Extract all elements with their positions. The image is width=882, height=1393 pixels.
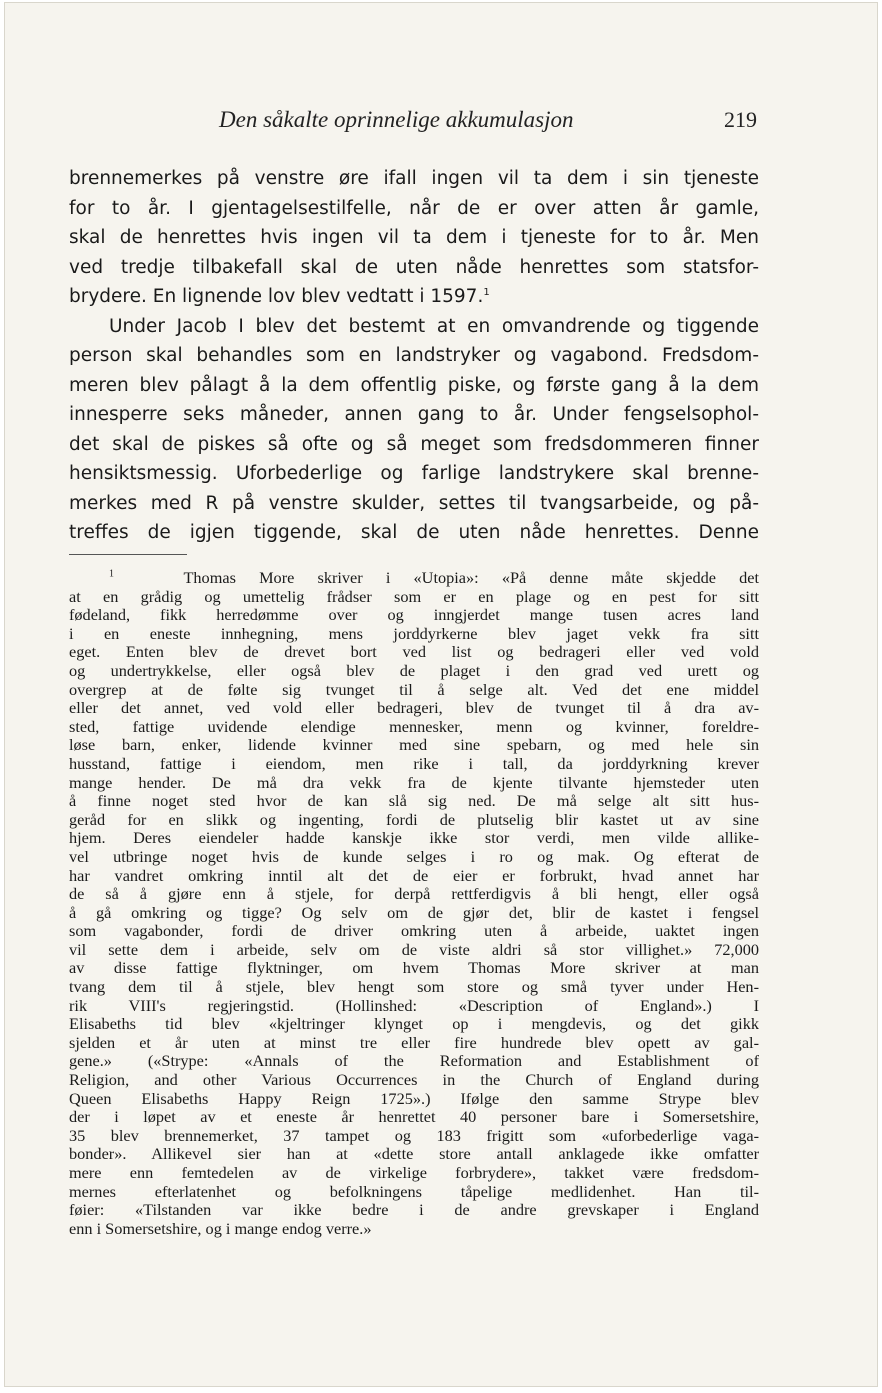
footnote-line: eller det annet, ved vold eller bedrageri, blev de tvunget til å dra av-	[69, 699, 759, 718]
footnote-separator	[69, 554, 187, 555]
footnote-line: og undertrykkelse, eller også blev de plaget i den grad ved urett og	[69, 661, 759, 680]
running-head	[69, 107, 757, 137]
footnote-line: vel utbringe noget hvis de kunde selges i ro og mak. Og efterat de	[69, 847, 759, 866]
footnote-line: sjelden et år uten at minst tre eller fire hundrede blev opett av gal-	[69, 1033, 759, 1052]
footnote-line: rik VIII's regjeringstid. (Hollinshed: «Description of England».) I	[69, 996, 759, 1015]
page-number: 219	[724, 107, 757, 132]
body-line: brennemerkes på venstre øre ifall ingen vil ta dem i sin tjeneste	[69, 168, 759, 189]
running-title: Den såkalte oprinnelige akkumulasjon	[219, 107, 574, 132]
footnote-line: vil sette dem i arbeide, selv om de viste aldri så stor villighet.» 72,000	[69, 940, 759, 959]
footnote-line: mere enn femtedelen av de virkelige forbrydere», takket være fredsdom-	[69, 1164, 759, 1182]
footnote-line: i en eneste innhegning, mens jorddyrkerne blev jaget vekk fra sitt	[69, 624, 759, 643]
footnote-line: tvang dem til å stjele, blev hengt som store og små tyver under Hen-	[69, 978, 759, 997]
footnote-line: at en grådig og umettelig frådser som er en plage og en pest for sitt	[69, 587, 759, 606]
footnote-line: av disse fattige flyktninger, om hvem Thomas More skriver at man	[69, 959, 759, 978]
footnote-line: 35 blev brennemerket, 37 tampet og 183 frigitt som «uforbederlige vaga-	[69, 1126, 759, 1145]
footnote-line: eget. Enten blev de drevet bort ved list og bedrageri eller ved vold	[69, 643, 759, 662]
footnote-line: bonder». Allikevel sier han at «dette store antall anklagede ikke omfatter	[69, 1145, 759, 1164]
footnote-line: å finne noget sted hvor de kan slå sig ned. De må selge alt sitt hus-	[69, 792, 759, 811]
body-text	[69, 164, 759, 548]
footnote-line: hjem. Deres eiendeler hadde kanskje ikke stor verdi, men vilde allike-	[69, 829, 759, 848]
body-line-text: brydere. En lignende lov blev vedtatt i 1597.	[69, 286, 484, 307]
footnote-marker: 1	[109, 569, 114, 580]
footnote-line: Religion, and other Various Occurrences in the Church of England during	[69, 1071, 759, 1090]
body-line: ved tredje tilbakefall skal de uten nåde henrettes som statsfor-	[69, 256, 759, 278]
footnote-line: sted, fattige uvidende elendige mennesker, menn og kvinner, foreldre-	[69, 717, 759, 736]
footnote-line: de så å gjøre enn å stjele, for derpå rettferdigvis å bli hengt, eller også	[69, 885, 759, 904]
footnote-line: der i løpet av et eneste år henrettet 40 personer bare i Somersetshire,	[69, 1108, 759, 1127]
footnote-line: løse barn, enker, lidende kvinner med sine spebarn, og med hele sin	[69, 736, 759, 755]
body-line: for to år. I gjentagelsestilfelle, når de er over atten år gamle,	[69, 197, 759, 219]
footnote-line: mernes efterlatenhet og befolkningens tåpelige medlidenhet. Han til-	[69, 1182, 759, 1201]
footnote-line: mange hender. De må dra vekk fra de kjente tilvante hjemsteder uten	[69, 773, 759, 792]
footnote-line: gene.» («Strype: «Annals of the Reformation and Establishment of	[69, 1052, 759, 1071]
footnote-line: å gå omkring og tigge? Og selv om de gjør det, blir de kastet i fengsel	[69, 903, 759, 922]
body-line: innesperre seks måneder, annen gang to år. Under fengselsophol-	[69, 404, 759, 425]
body-line: det skal de piskes så ofte og så meget som fredsdommeren finner	[69, 433, 759, 455]
body-line: hensiktsmessig. Uforbederlige og farlige landstrykere skal brenne-	[69, 463, 759, 484]
body-line: skal de henrettes hvis ingen vil ta dem i tjeneste for to år. Men	[69, 227, 759, 248]
footnote-line: geråd for en slikk og ingenting, fordi de plutselig blir kastet ut av sine	[69, 810, 759, 829]
body-line: merkes med R på venstre skulder, settes til tvangsarbeide, og på-	[69, 492, 759, 514]
body-line	[69, 282, 759, 312]
footnote-line: enn i Somersetshire, og i mange endog verre.»	[69, 1219, 372, 1238]
footnote-line: husstand, fattige i eiendom, men rike i tall, da jorddyrkning krever	[69, 754, 759, 773]
book-page	[4, 2, 878, 1387]
body-line: person skal behandles som en landstryker og vagabond. Fredsdom-	[69, 345, 759, 366]
footnote-line	[69, 569, 759, 588]
footnote	[69, 569, 759, 1238]
body-line: treffes de igjen tiggende, skal de uten nåde henrettes. Denne	[69, 522, 759, 543]
footnote-line: har vandret omkring inntil alt det de eier er forbrukt, hvad annet har	[69, 866, 759, 885]
footnote-line: fødeland, fikk herredømme over og inngjerdet mange tusen acres land	[69, 606, 759, 625]
footnote-reference: 1	[483, 286, 490, 298]
body-line: meren blev pålagt å la dem offentlig piske, og første gang å la dem	[69, 374, 759, 396]
footnote-line: Queen Elisabeths Happy Reign 1725».) Ifølge den samme Strype blev	[69, 1089, 759, 1108]
footnote-line: Elisabeths tid blev «kjeltringer klynget op i mengdevis, og det gikk	[69, 1015, 759, 1034]
footnote-line: overgrep at de følte sig tvunget til å selge alt. Ved det ene middel	[69, 680, 759, 699]
footnote-line: føier: «Tilstanden var ikke bedre i de andre grevskaper i England	[69, 1201, 759, 1220]
footnote-line: som vagabonder, fordi de driver omkring uten å arbeide, uaktet ingen	[69, 922, 759, 941]
footnote-line-text: Thomas More skriver i «Utopia»: «På denne måte skjedde det	[183, 569, 759, 587]
body-line: Under Jacob I blev det bestemt at en omvandrende og tiggende	[109, 315, 759, 337]
